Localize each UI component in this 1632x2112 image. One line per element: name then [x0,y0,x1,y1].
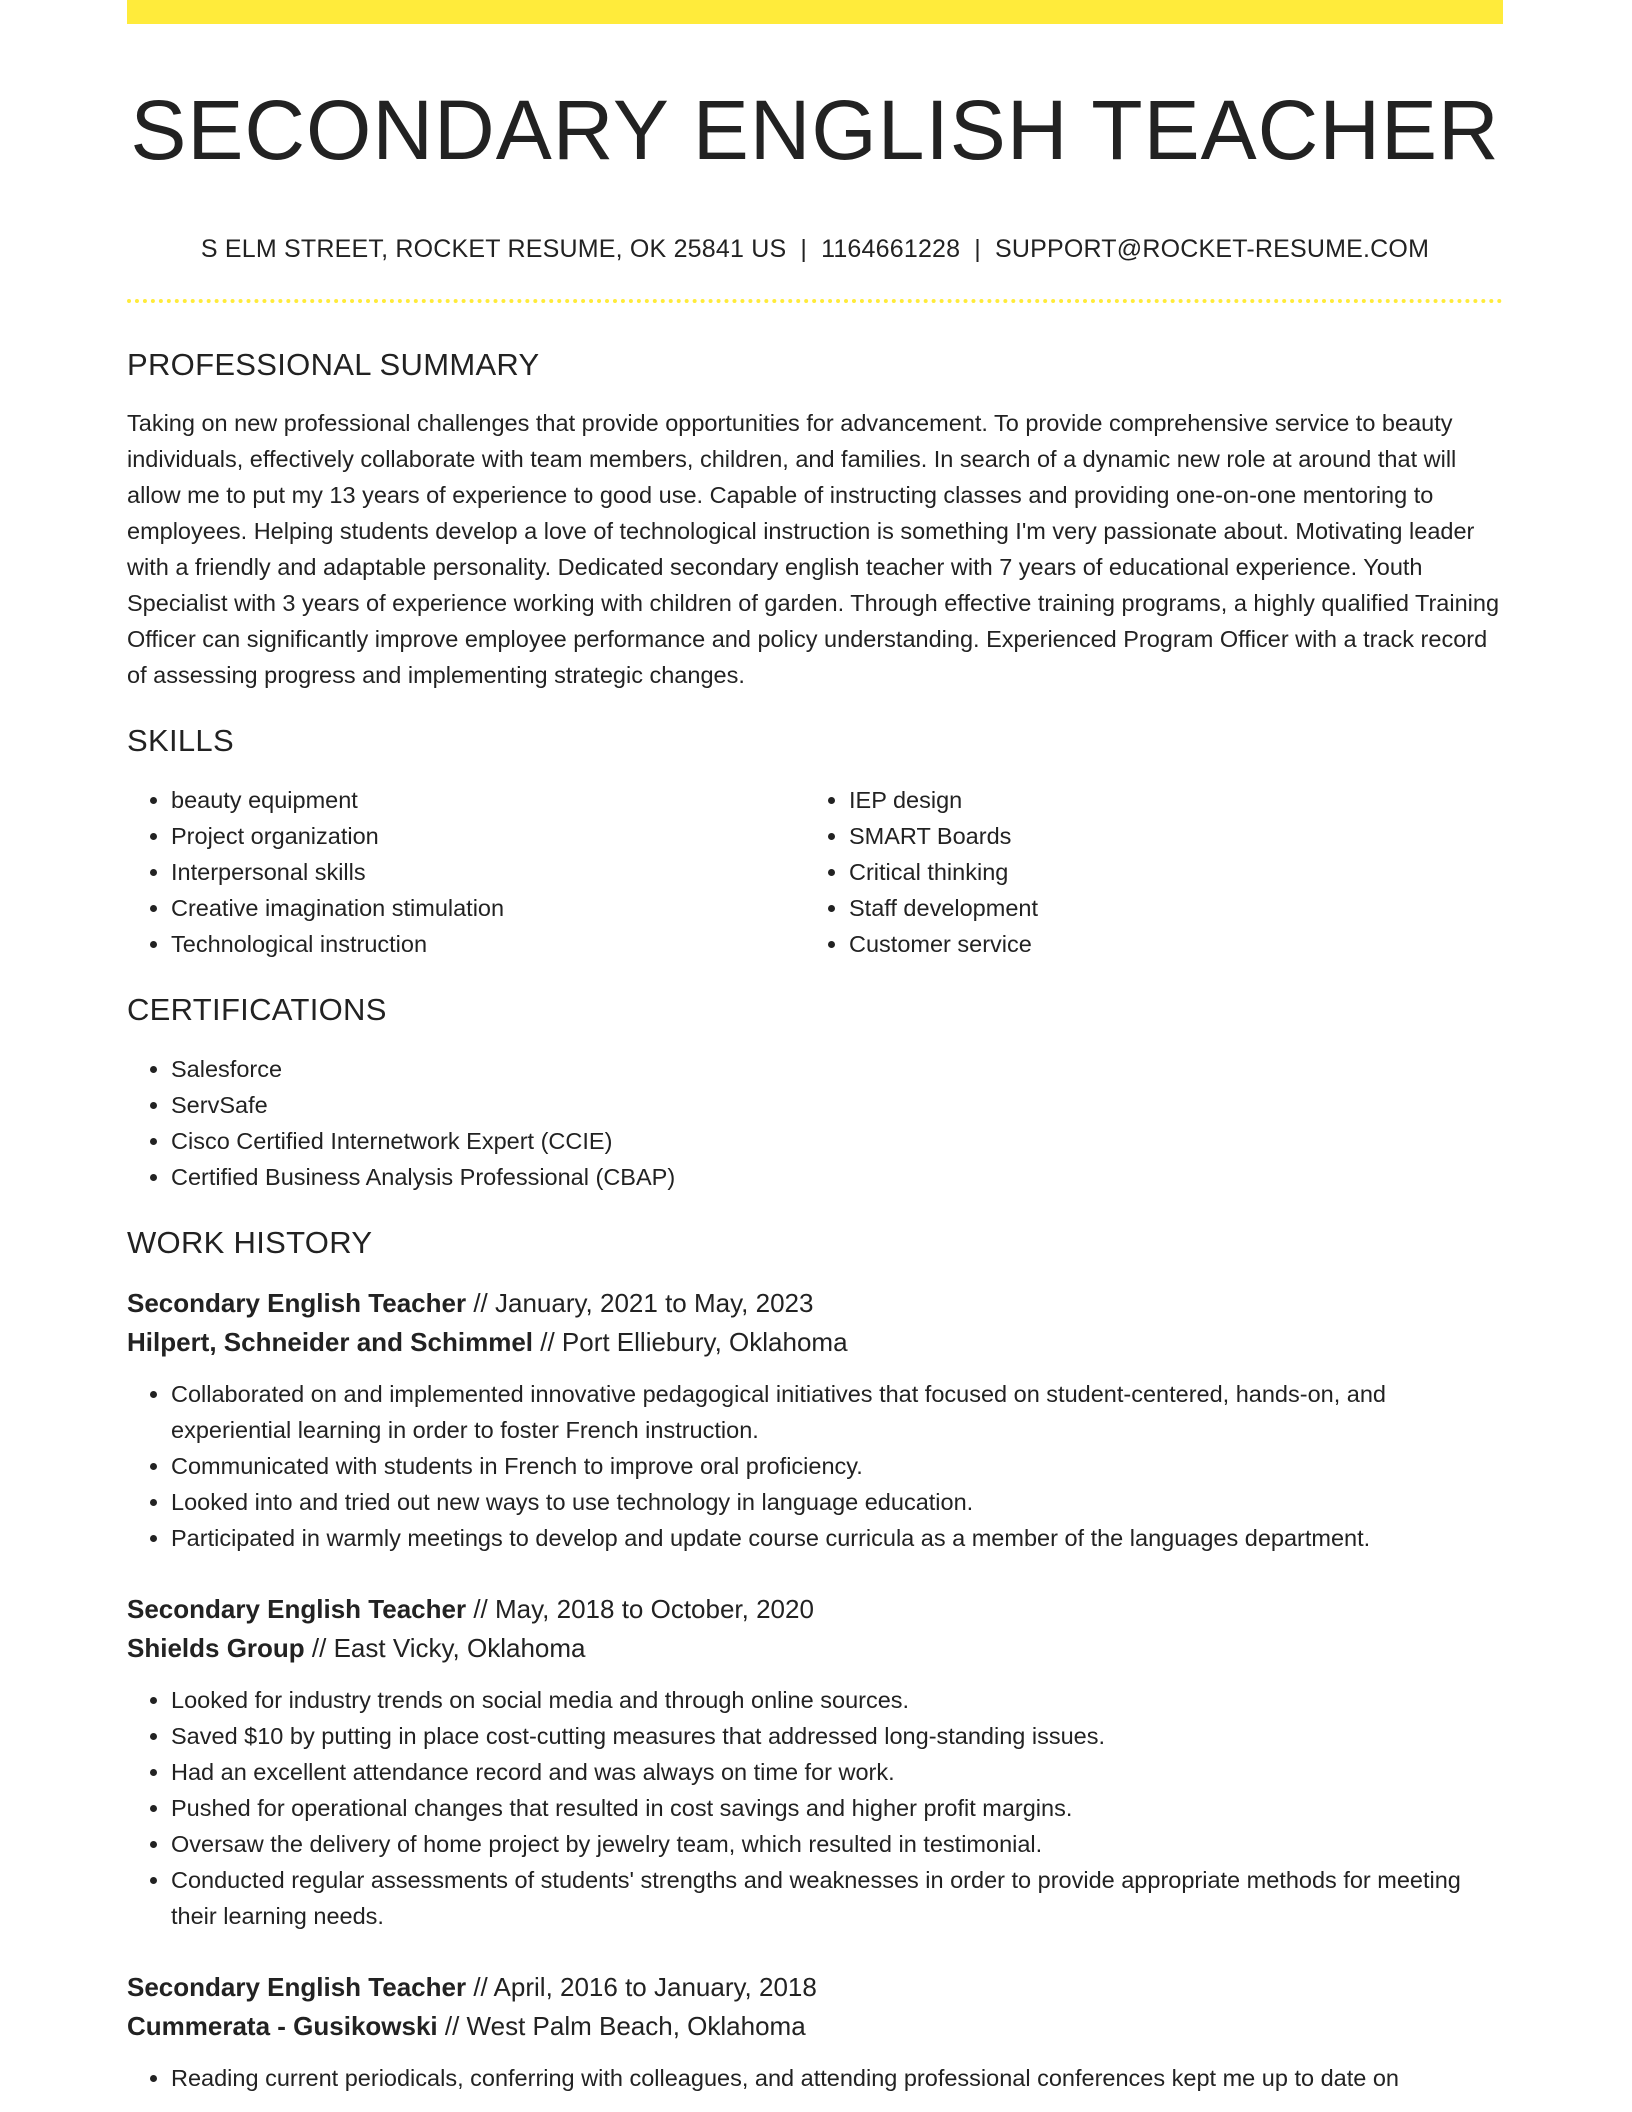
contact-email: SUPPORT@ROCKET-RESUME.COM [994,235,1430,263]
job-bullet: • Had an excellent attendance record and was always on time for work. [171,1754,1503,1790]
job-bullet: • Saved $10 by putting in place cost-cutting measures that addressed long-standing issues. [171,1718,1503,1754]
skills-column-left [127,782,805,962]
job-entry [127,1284,1503,1556]
skills-column-right [805,782,1483,962]
job-company-line [127,1629,1503,1668]
job-bullets [127,2060,1503,2096]
skill-item: • Technological instruction [171,926,805,962]
job-dates: // January, 2021 to May, 2023 [466,1288,814,1318]
job-bullet: • Participated in warmly meetings to develop and update course curricula as a member of the languages department. [171,1520,1503,1556]
certification-item: • Certified Business Analysis Professional (CBAP) [171,1159,1503,1195]
job-title-line [127,1284,1503,1323]
skill-item: • Interpersonal skills [171,854,805,890]
job-bullet: • Looked for industry trends on social media and through online sources. [171,1682,1503,1718]
job-company-line [127,2007,1503,2046]
work-history-heading: WORK HISTORY [127,1225,373,1260]
job-bullet: • Oversaw the delivery of home project by jewelry team, which resulted in testimonial. [171,1826,1503,1862]
job-bullet: • Collaborated on and implemented innovative pedagogical initiatives that focused on student-centered, hands-on, and experiential learning in order to foster French instruction. [171,1376,1503,1448]
job-company: Shields Group [127,1633,305,1663]
skill-item: • IEP design [849,782,1483,818]
skill-item: • SMART Boards [849,818,1483,854]
skill-item: • beauty equipment [171,782,805,818]
resume-content [127,0,1503,2096]
job-location: // West Palm Beach, Oklahoma [437,2011,806,2041]
skill-item: • Staff development [849,890,1483,926]
job-position: Secondary English Teacher [127,1594,467,1624]
header-divider [127,299,1503,303]
job-bullet: • Communicated with students in French to improve oral proficiency. [171,1448,1503,1484]
contact-separator: | [800,235,808,263]
job-dates: // April, 2016 to January, 2018 [466,1972,817,2002]
job-title-line [127,1968,1503,2007]
job-position: Secondary English Teacher [127,1972,467,2002]
job-bullet: • Reading current periodicals, conferring with colleagues, and attending professional conferences kept me up to date on [171,2060,1503,2096]
skills-list-left [127,782,805,962]
job-bullet: • Conducted regular assessments of students' strengths and weaknesses in order to provide appropriate methods for meeting their learning needs. [171,1862,1503,1934]
job-entry [127,1590,1503,1934]
contact-address: S ELM STREET, ROCKET RESUME, OK 25841 US [200,235,787,263]
certification-item: • Salesforce [171,1051,1503,1087]
job-company: Hilpert, Schneider and Schimmel [127,1327,533,1357]
skill-item: • Creative imagination stimulation [171,890,805,926]
job-dates: // May, 2018 to October, 2020 [466,1594,814,1624]
skill-item: • Project organization [171,818,805,854]
certifications-heading: CERTIFICATIONS [127,992,387,1027]
summary-heading: PROFESSIONAL SUMMARY [127,347,540,382]
job-entry [127,1968,1503,2096]
job-bullet: • Pushed for operational changes that resulted in cost savings and higher profit margins. [171,1790,1503,1826]
certifications-list [127,1051,1503,1195]
resume-name: SECONDARY ENGLISH TEACHER [130,83,1500,177]
job-company: Cummerata - Gusikowski [127,2011,438,2041]
contact-phone: 1164661228 [821,235,961,263]
certification-item: • Cisco Certified Internetwork Expert (CCIE) [171,1123,1503,1159]
job-title-line [127,1590,1503,1629]
certification-item: • ServSafe [171,1087,1503,1123]
job-bullet: • Looked into and tried out new ways to use technology in language education. [171,1484,1503,1520]
job-location: // East Vicky, Oklahoma [304,1633,586,1663]
summary-text: Taking on new professional challenges that provide opportunities for advancement. To provide comprehensive service to beauty individuals, effectively collaborate with team members, children, and families. In search of a dynamic new role at around that will allow me to put my 13 years of experience to good use. Capable of instructing classes and providing one-on-one mentoring to employees. Helping students develop a love of technological instruction is something I'm very passionate about. Motivating leader with a friendly and adaptable personality. Dedicated secondary english teacher with 7 years of educational experience. Youth Specialist with 3 years of experience working with children of garden. Through effective training programs, a highly qualified Training Officer can significantly improve employee performance and policy understanding. Experienced Program Officer with a track record of assessing progress and implementing strategic changes. [127,410,1500,688]
job-bullets [127,1682,1503,1934]
job-location: // Port Elliebury, Oklahoma [533,1327,848,1357]
job-bullets [127,1376,1503,1556]
job-position: Secondary English Teacher [127,1288,467,1318]
job-company-line [127,1323,1503,1362]
skills-list-right [805,782,1483,962]
skills-heading: SKILLS [127,723,234,758]
skill-item: • Critical thinking [849,854,1483,890]
contact-separator: | [974,235,981,263]
skills-grid [127,782,1503,962]
skill-item: • Customer service [849,926,1483,962]
contact-line [127,234,1503,264]
